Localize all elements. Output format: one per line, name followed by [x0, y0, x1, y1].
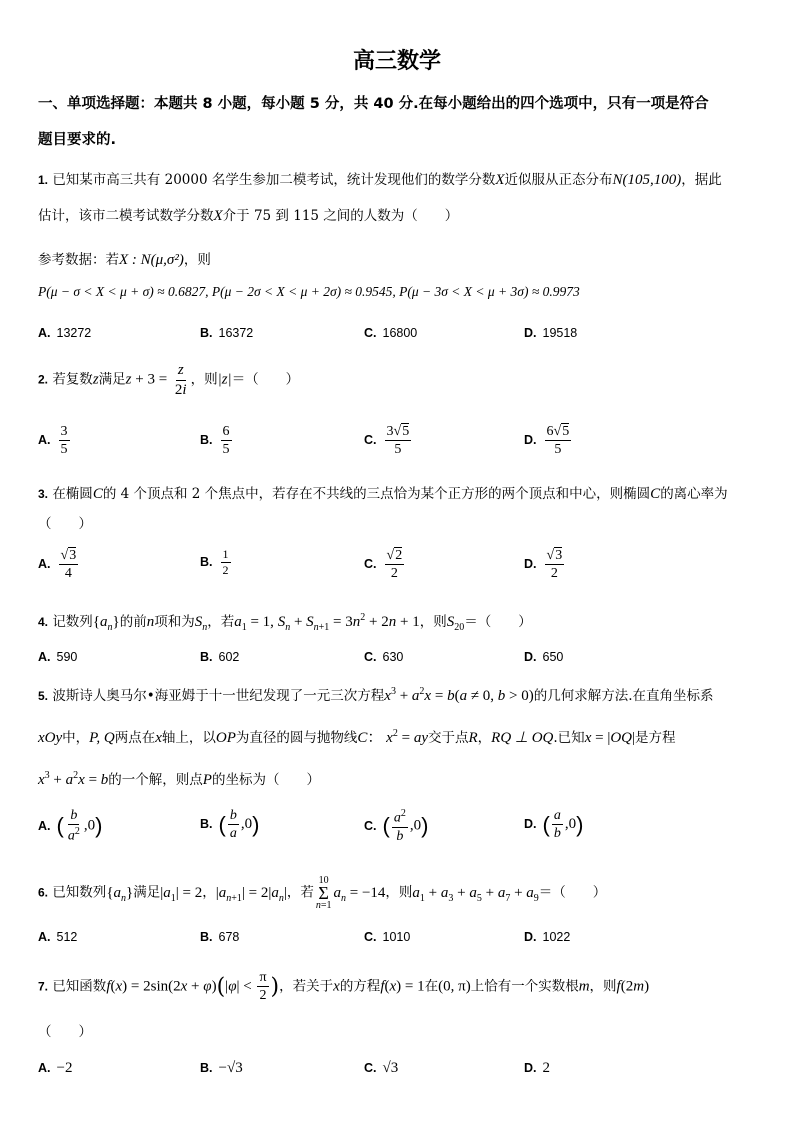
question-7-line1: 7. 已知函数f(x) = 2sin(2x + φ)(|φ| < $\frac{\pi}{2}$ )，若关于x的方程f(x) = 1在(0, π)上恰有一个实数根m，则f(2m) [38, 970, 650, 1004]
question-1-ref: 参考数据：若X : N(μ,σ²)，则 [38, 252, 211, 268]
question-6: 6. 已知数列$\{a_n\}$满足$|a_1| = 2$，$|a_{n+1}| = 2|a_n|$，若 10 Σ n=1 $a_n = -14$，则$a_1 + a_3 + a_5 + a_7 + a_9=$（ ） [38, 875, 607, 912]
q3-option-a[interactable]: A. $\frac{√3}{4}$ [38, 548, 77, 582]
section-heading-cont: 题目要求的. [38, 132, 117, 148]
q3-option-c[interactable]: C. $\frac{√2}{2}$ [364, 548, 403, 582]
q6-option-c[interactable]: C. 1010 [364, 930, 411, 944]
question-5-line2: xOy中，P, Q两点在x轴上，以OP为直径的圆与抛物线C： $x^2$ = ay交于点R，RQ ⊥ OQ.已知x = |OQ|是方程 [38, 728, 676, 746]
q7-option-b[interactable]: B. −√3 [200, 1060, 243, 1076]
q5-option-c[interactable]: C. ( $\frac{a^2}{b}$ ,0) [364, 808, 429, 845]
question-5-line1: 5. 波斯诗人奥马尔•海亚姆于十一世纪发现了一元三次方程$x^3 + a^2x = b(a \ne 0$, b > 0)的几何求解方法.在直角坐标系 [38, 686, 714, 704]
question-3-line2: （ ） [38, 516, 92, 532]
q4-option-c[interactable]: C. 630 [364, 650, 404, 664]
question-4: 4. 记数列$\{a_n\}$的前n项和为$S_n$，若$a_1 = 1$, $S_n + S_{n+1} = 3n^2 + 2n + 1$，则$S_{20}=$（ ） [38, 612, 532, 633]
q3-option-b[interactable]: B. $\frac{1}{2}$ [200, 547, 229, 578]
q4-option-a[interactable]: A. 590 [38, 650, 78, 664]
question-5-line3: $x^3 + a^2x = b$的一个解，则点P的坐标为（ ） [38, 770, 320, 788]
q5-option-a[interactable]: A. ( $\frac{b}{a^2}$ ,0) [38, 808, 103, 845]
q2-option-a[interactable]: A. $\frac{3}{5}$ [38, 424, 68, 458]
q6-option-a[interactable]: A. 512 [38, 930, 78, 944]
q1-option-d[interactable]: D. 19518 [524, 326, 578, 340]
page-title: 高三数学 [352, 49, 441, 74]
q7-option-a[interactable]: A. −2 [38, 1060, 73, 1076]
q1-option-c[interactable]: C. 16800 [364, 326, 418, 340]
question-7-line2: （ ） [38, 1024, 92, 1040]
q5-option-d[interactable]: D. ( $\frac{a}{b}$ ,0) [524, 808, 584, 842]
q4-option-d[interactable]: D. 650 [524, 650, 564, 664]
q2-option-d[interactable]: D. $\frac{6√5}{5}$ [524, 424, 570, 458]
q7-option-d[interactable]: D. 2 [524, 1060, 550, 1076]
q1-option-a[interactable]: A. 13272 [38, 326, 92, 340]
q2-option-b[interactable]: B. $\frac{6}{5}$ [200, 424, 230, 458]
question-2: 2. 若复数z满足z + 3 = $\frac{z}{2i}$ ，则|z|＝（ ） [38, 362, 300, 398]
question-1-formula: P(μ − σ < X < μ + σ) ≈ 0.6827, P(μ − 2σ < X < μ + 2σ) ≈ 0.9545, P(μ − 3σ < X < μ + 3σ) ≈ 0.9973 [38, 284, 580, 299]
question-3-line1: 3. 在椭圆C的 4 个顶点和 2 个焦点中，若存在不共线的三点恰为某个正方形的两个顶点和中心，则椭圆C的离心率为 [38, 486, 728, 502]
section-heading: 一、单项选择题：本题共 8 小题，每小题 5 分，共 40 分.在每小题给出的四个选项中，只有一项是符合 [38, 96, 709, 112]
q1-option-b[interactable]: B. 16372 [200, 326, 254, 340]
q2-option-c[interactable]: C. $\frac{3√5}{5}$ [364, 424, 410, 458]
q3-option-d[interactable]: D. $\frac{√3}{2}$ [524, 548, 563, 582]
q5-option-b[interactable]: B. ( $\frac{b}{a}$ ,0) [200, 808, 260, 842]
q6-option-d[interactable]: D. 1022 [524, 930, 571, 944]
q6-option-b[interactable]: B. 678 [200, 930, 240, 944]
question-1-line2: 估计，该市二模考试数学分数X介于 75 到 115 之间的人数为（ ） [38, 208, 459, 224]
question-1-line1: 1. 已知某市高三共有 20000 名学生参加二模考试，统计发现他们的数学分数X近似服从正态分布N(105,100)，据此 [38, 172, 722, 188]
q4-option-b[interactable]: B. 602 [200, 650, 240, 664]
q7-option-c[interactable]: C. √3 [364, 1060, 399, 1076]
